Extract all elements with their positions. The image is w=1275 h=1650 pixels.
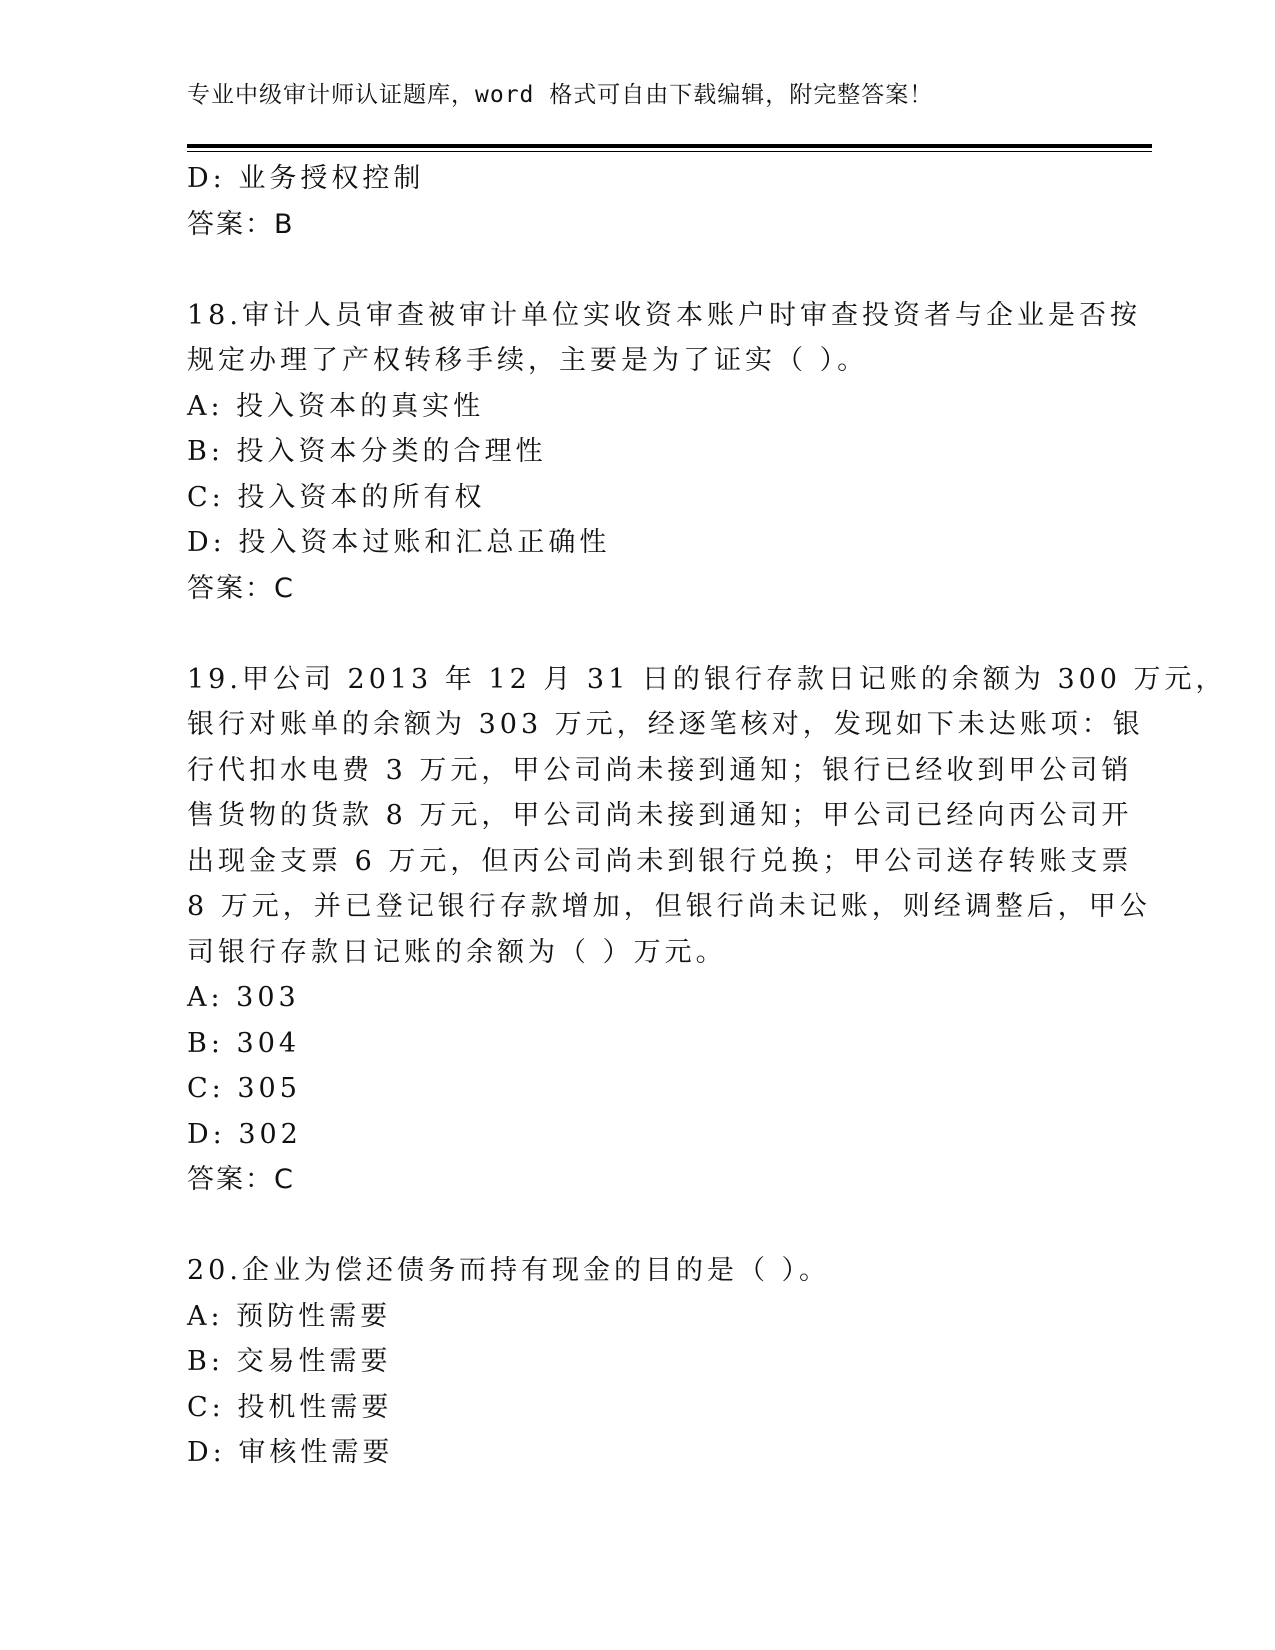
- q18-stem-line-1: 18.审计人员审查被审计单位实收资本账户时审查投资者与企业是否按: [187, 299, 1141, 331]
- q18-option-d: D: 投入资本过账和汇总正确性: [187, 527, 611, 558]
- q19-stem-line-7: 司银行存款日记账的余额为（ ）万元。: [187, 936, 727, 968]
- q19-option-d: D: 302: [187, 1118, 302, 1150]
- q18-answer: 答案：C: [187, 572, 295, 604]
- q19-answer: 答案：C: [187, 1164, 295, 1195]
- q19-stem-line-4: 售货物的货款 8 万元，甲公司尚未接到通知；甲公司已经向丙公司开: [187, 800, 1133, 831]
- q20-option-c: C: 投机性需要: [187, 1391, 393, 1423]
- header-divider-thin: [187, 151, 1152, 152]
- q19-stem-line-1: 19.甲公司 2013 年 12 月 31 日的银行存款日记账的余额为 300 万元，: [187, 663, 1227, 695]
- q18-option-a: A: 投入资本的真实性: [187, 390, 485, 422]
- q19-option-a: A: 303: [187, 982, 300, 1013]
- spacer: [187, 611, 1087, 657]
- q20-option-a: A: 预防性需要: [187, 1300, 392, 1332]
- q17-answer: 答案：B: [187, 208, 295, 240]
- q18-option-c: C: 投入资本的所有权: [187, 481, 486, 513]
- q20-option-d: D: 审核性需要: [187, 1437, 394, 1468]
- q19-stem-line-3: 行代扣水电费 3 万元，甲公司尚未接到通知；银行已经收到甲公司销: [187, 754, 1133, 786]
- header-divider-thick: [187, 144, 1152, 148]
- spacer: [187, 247, 1087, 293]
- q18-stem-line-2: 规定办理了产权转移手续，主要是为了证实（ ）。: [187, 345, 869, 376]
- q19-stem-line-2: 银行对账单的余额为 303 万元，经逐笔核对，发现如下未达账项：银: [187, 709, 1144, 740]
- q20-stem: 20.企业为偿还债务而持有现金的目的是（ ）。: [187, 1255, 831, 1286]
- q20-option-b: B: 交易性需要: [187, 1346, 392, 1377]
- q19-option-c: C: 305: [187, 1073, 301, 1104]
- q19-stem-line-5: 出现金支票 6 万元，但丙公司尚未到银行兑换；甲公司送存转账支票: [187, 845, 1133, 877]
- q19-stem-line-6: 8 万元，并已登记银行存款增加，但银行尚未记账，则经调整后，甲公: [187, 891, 1151, 922]
- q19-option-b: B: 304: [187, 1027, 301, 1059]
- page-header: 专业中级审计师认证题库，word 格式可自由下载编辑，附完整答案！: [187, 82, 934, 108]
- q18-option-b: B: 投入资本分类的合理性: [187, 436, 547, 467]
- question-content: [187, 156, 1227, 1476]
- q17-option-d: D: 业务授权控制: [187, 163, 425, 194]
- spacer: [187, 1203, 1087, 1249]
